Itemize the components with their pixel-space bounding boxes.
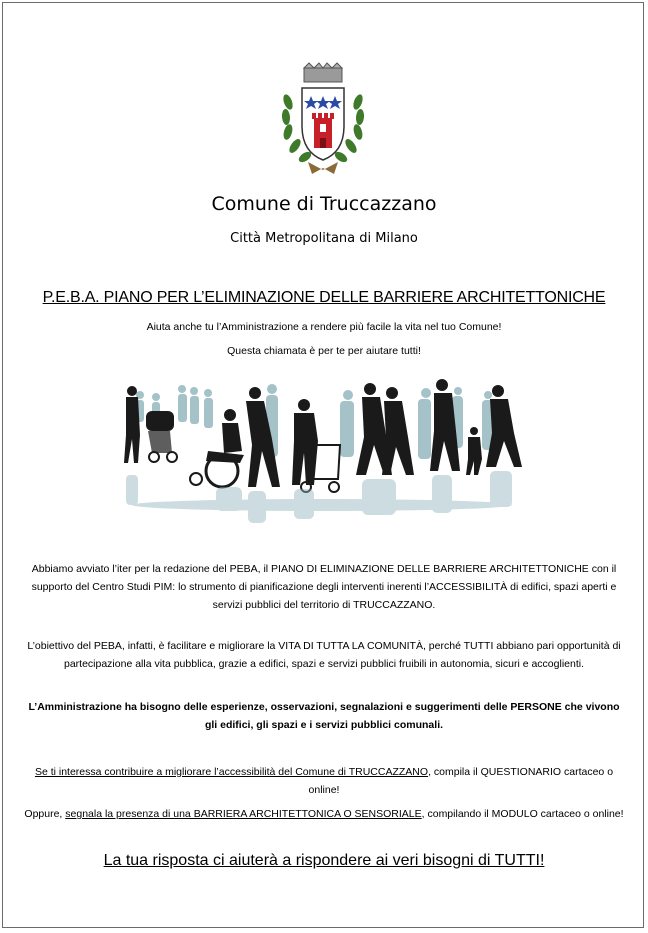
questionnaire-text: , compila il QUESTIONARIO cartaceo o online! (308, 766, 614, 796)
peba-heading: P.E.B.A. PIANO PER L’ELIMINAZIONE DELLE BARRIERE ARCHITETTONICHE (42, 289, 606, 306)
paragraph-peba-objective: L’obiettivo del PEBA, infatti, è facilitare e migliorare la VITA DI TUTTA LA COMUNITÀ, perché TUTTI abbiano pari opportunità di partecipazione alla vita pubblica, grazie a edifici, spazi e servizi pubblici fruibili in autonomia, sicuri e accoglienti. (27, 640, 621, 670)
paragraph-questionnaire (22, 763, 626, 799)
metro-area-subtitle: Città Metropolitana di Milano (230, 231, 418, 246)
paragraph-administration-needs: L’Amministrazione ha bisogno delle esperienze, osservazioni, segnalazioni e suggerimenti delle PERSONE che vivono gli edifici, gli spazi e i servizi pubblici comunali. (28, 701, 620, 731)
intro-line-2: Questa chiamata è per te per aiutare tutti! (227, 345, 421, 357)
report-barrier-link[interactable]: segnala la presenza di una BARRIERA ARCHITETTONICA O SENSORIALE (65, 808, 422, 820)
report-barrier-text: , compilando il MODULO cartaceo o online! (421, 808, 624, 820)
closing-statement: La tua risposta ci aiuterà a rispondere ai veri bisogni di TUTTI! (103, 852, 545, 869)
intro-line-1: Aiuta anche tu l’Amministrazione a rendere più facile la vita nel tuo Comune! (146, 321, 502, 333)
paragraph-report-barrier (22, 805, 626, 823)
questionnaire-link[interactable]: Se ti interessa contribuire a migliorare l’accessibilità del Comune di TRUCCAZZANO (34, 766, 429, 778)
paragraph-peba-intro: Abbiamo avviato l’iter per la redazione del PEBA, il PIANO DI ELIMINAZIONE DELLE BARRIERE ARCHITETTONICHE con il supporto del Centro Studi PIM: lo strumento di pianificazione degli interventi inerenti l’ACCESSIBILITÀ di edifici, spazi aperti e servizi pubblici del territorio di TRUCCAZZANO. (31, 563, 617, 611)
municipal-coat-of-arms-icon (278, 62, 368, 180)
report-barrier-prefix: Oppure, (24, 808, 66, 820)
diverse-people-walking-illustration (112, 375, 538, 530)
municipality-title: Comune di Truccazzano (211, 193, 437, 215)
